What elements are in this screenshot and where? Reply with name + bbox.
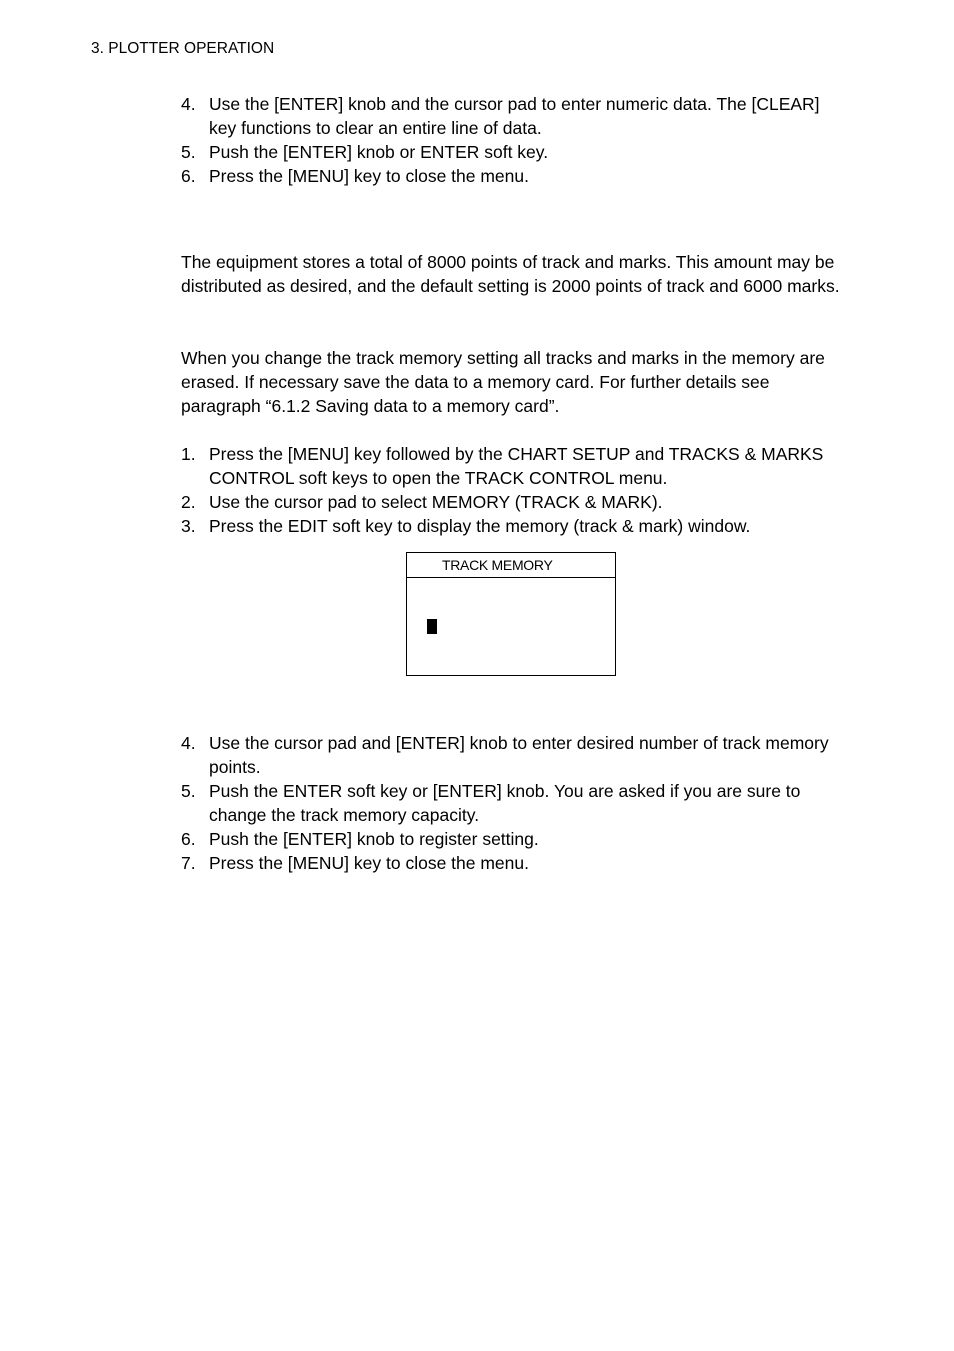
step-number: 4. bbox=[181, 94, 196, 114]
list-item bbox=[181, 140, 851, 164]
step-text: Use the cursor pad and [ENTER] knob to enter desired number of track memory points. bbox=[209, 733, 829, 777]
procedure-steps-list bbox=[181, 92, 851, 188]
list-item bbox=[181, 851, 851, 875]
step-number: 4. bbox=[181, 733, 196, 753]
step-text: Push the [ENTER] knob to register setting. bbox=[209, 829, 539, 849]
step-number: 6. bbox=[181, 829, 196, 849]
step-text: Push the [ENTER] knob or ENTER soft key. bbox=[209, 142, 549, 162]
step-number: 5. bbox=[181, 142, 196, 162]
step-text: Press the EDIT soft key to display the memory (track & mark) window. bbox=[209, 516, 751, 536]
step-text: Push the ENTER soft key or [ENTER] knob. You are asked if you are sure to change the track memory capacity. bbox=[209, 781, 801, 825]
list-item bbox=[181, 827, 851, 851]
step-number: 6. bbox=[181, 166, 196, 186]
section-header: 3. PLOTTER OPERATION bbox=[91, 40, 275, 57]
list-item bbox=[181, 514, 851, 538]
step-number: 3. bbox=[181, 516, 196, 536]
track-memory-window bbox=[406, 552, 616, 676]
list-item bbox=[181, 490, 851, 514]
step-number: 1. bbox=[181, 444, 196, 464]
step-number: 7. bbox=[181, 853, 196, 873]
step-text: Use the cursor pad to select MEMORY (TRACK & MARK). bbox=[209, 492, 663, 512]
input-cursor bbox=[427, 619, 437, 634]
step-text: Use the [ENTER] knob and the cursor pad to enter numeric data. The [CLEAR] key functions to clear an entire line of data. bbox=[209, 94, 820, 138]
step-text: Press the [MENU] key to close the menu. bbox=[209, 853, 529, 873]
body-paragraph: When you change the track memory setting all tracks and marks in the memory are erased. If necessary save the data to a memory card. For further details see paragraph “6.1.2 Saving data to a memory card”. bbox=[181, 348, 825, 416]
procedure-steps-list bbox=[181, 442, 851, 538]
body-paragraph: The equipment stores a total of 8000 points of track and marks. This amount may be distributed as desired, and the default setting is 2000 points of track and 6000 marks. bbox=[181, 252, 840, 296]
step-text: Press the [MENU] key to close the menu. bbox=[209, 166, 529, 186]
list-item bbox=[181, 442, 851, 490]
window-title: TRACK MEMORY bbox=[407, 553, 615, 578]
list-item bbox=[181, 164, 851, 188]
step-number: 2. bbox=[181, 492, 196, 512]
list-item bbox=[181, 779, 851, 827]
list-item bbox=[181, 92, 851, 140]
step-text: Press the [MENU] key followed by the CHART SETUP and TRACKS & MARKS CONTROL soft keys to open the TRACK CONTROL menu. bbox=[209, 444, 824, 488]
step-number: 5. bbox=[181, 781, 196, 801]
list-item bbox=[181, 731, 851, 779]
procedure-steps-list bbox=[181, 731, 851, 875]
